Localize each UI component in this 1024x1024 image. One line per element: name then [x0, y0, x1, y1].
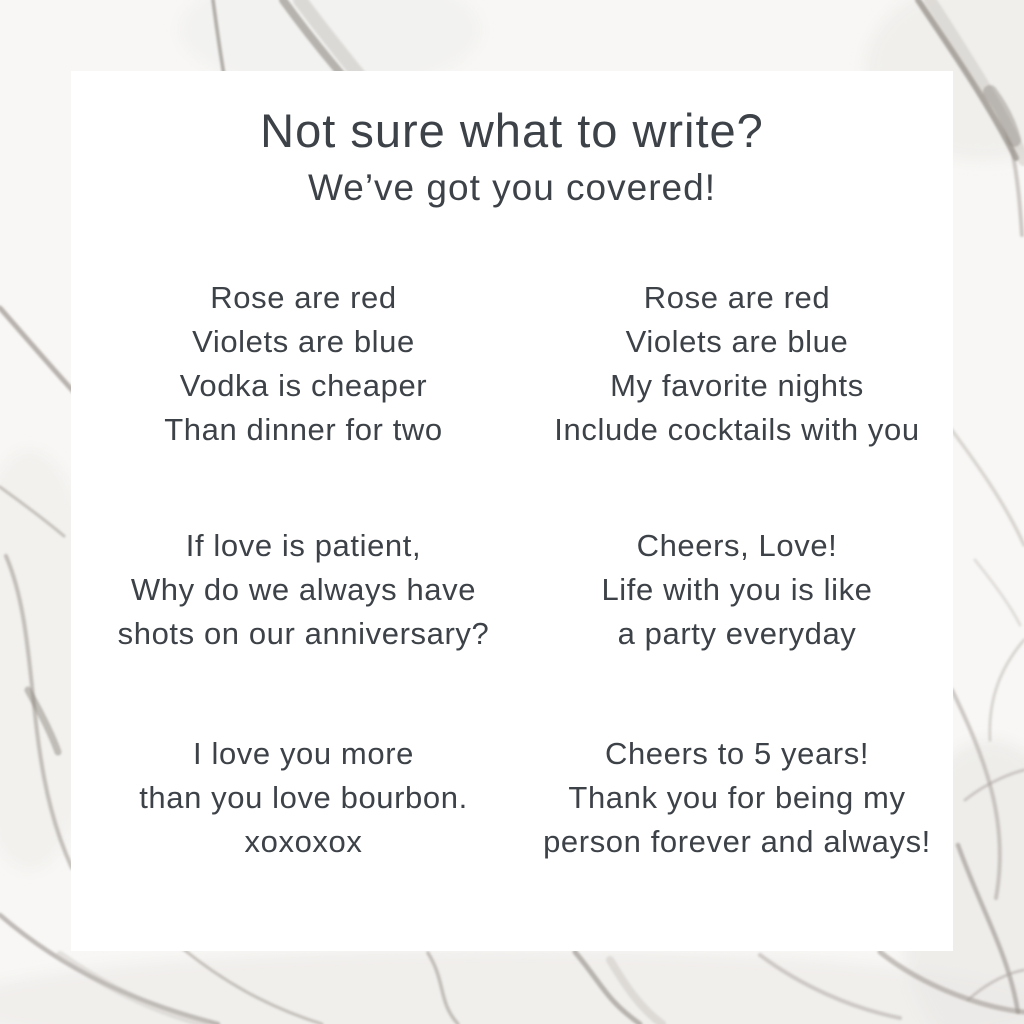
poem-line: person forever and always! — [543, 824, 931, 859]
poem-line: Vodka is cheaper — [179, 368, 428, 403]
poem-line: Than dinner for two — [164, 412, 443, 447]
poem-line: Rose are red — [643, 280, 831, 315]
poem-line: Violets are blue — [625, 324, 849, 359]
page-subtitle: We’ve got you covered! — [308, 167, 716, 208]
message-ideas-card — [71, 71, 953, 951]
poem-line: Life with you is like — [601, 572, 873, 607]
poem-line: Why do we always have — [130, 572, 477, 607]
poem-line: If love is patient, — [185, 528, 422, 563]
poem-line: Cheers, Love! — [636, 528, 838, 563]
poem-line: My favorite nights — [610, 368, 864, 403]
poem-cheers-5-years — [519, 732, 955, 864]
poem-line: a party everyday — [617, 616, 857, 651]
poem-line: Include cocktails with you — [554, 412, 920, 447]
poem-line: shots on our anniversary? — [117, 616, 490, 651]
page-title: Not sure what to write? — [260, 104, 764, 157]
poem-favorite-nights — [519, 276, 955, 452]
poem-vodka-cheaper — [76, 276, 531, 452]
poem-love-is-patient — [76, 524, 531, 656]
poem-line: xoxoxox — [244, 824, 363, 859]
poem-love-bourbon — [76, 732, 531, 864]
poem-cheers-love — [519, 524, 955, 656]
poem-line: than you love bourbon. — [139, 780, 468, 815]
poem-line: Thank you for being my — [568, 780, 906, 815]
poem-line: I love you more — [193, 736, 414, 771]
poem-line: Rose are red — [210, 280, 397, 315]
poem-line: Cheers to 5 years! — [604, 736, 870, 771]
poem-line: Violets are blue — [192, 324, 415, 359]
